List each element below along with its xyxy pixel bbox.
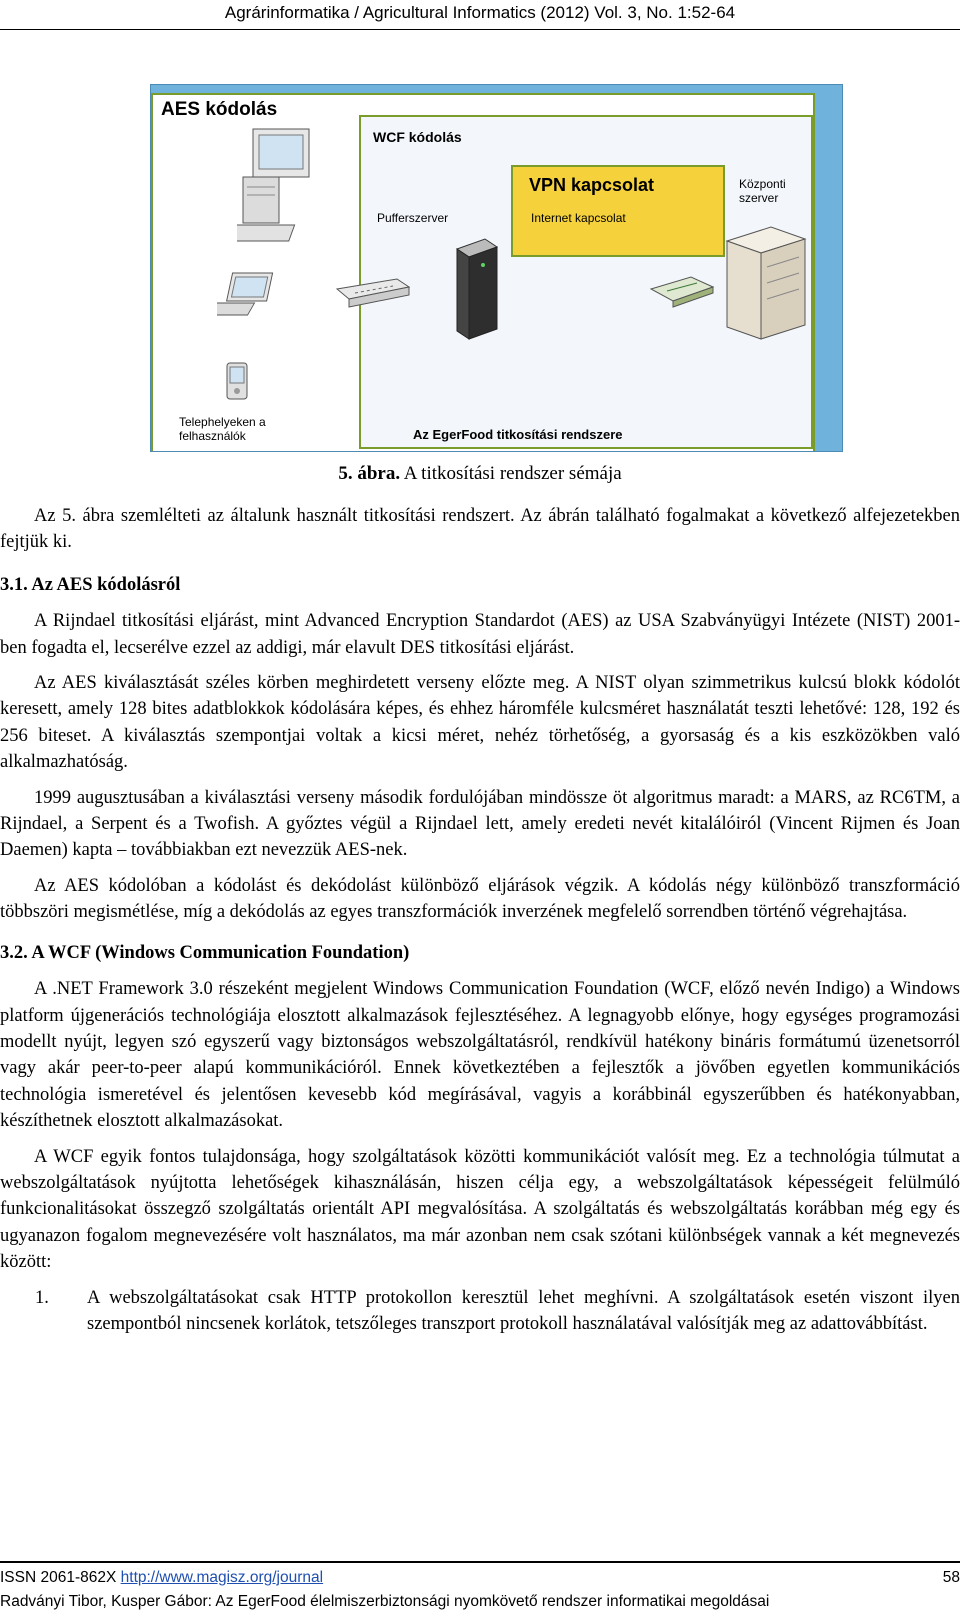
label-wcf: WCF kódolás: [373, 129, 462, 145]
pda-icon: [225, 361, 249, 401]
central-server-icon: [721, 223, 811, 343]
footer-rule: [0, 1561, 960, 1563]
list-item: [0, 1285, 960, 1338]
running-header: Agrárinformatika / Agricultural Informatics (2012) Vol. 3, No. 1:52-64: [224, 3, 736, 22]
intro-paragraph: Az 5. ábra szemlélteti az általunk használt titkosítási rendszert. Az ábrán található fogalmakat a következő alfejezetekben fejtjük ki.: [0, 506, 960, 553]
router-icon: [647, 271, 717, 311]
journal-link[interactable]: http://www.magisz.org/journal: [120, 1569, 324, 1586]
figure-caption: [0, 462, 960, 486]
figure-encryption-schema: [150, 84, 843, 452]
laptop-icon: [217, 271, 287, 321]
desktop-computer-icon: [237, 125, 333, 245]
article-body: [0, 503, 960, 1337]
buffer-server-icon: [451, 235, 501, 345]
caption-label: 5. ábra.: [338, 463, 401, 484]
list-number: 1.: [35, 1287, 49, 1308]
label-vpn: VPN kapcsolat: [529, 175, 655, 195]
network-switch-icon: [333, 275, 413, 315]
label-central: Központi szerver: [739, 177, 786, 205]
paragraph: Az AES kódolóban a kódolást és dekódolást különböző eljárások végzik. A kódolás négy különböző transzformáció többszöri megismétlése, míg a dekódolás az egyes transzformációk inverzének megfelelő sorrendben történő végrehajtása.: [0, 875, 960, 923]
label-aes: AES kódolás: [161, 99, 278, 120]
paragraph: 1999 augusztusában a kiválasztási verseny második fordulójában mindössze öt algoritmus maradt: a MARS, az RC6TM, a Rijndael, a Serpent és a Twofish. A győztes végül a Rijndael lett, amely eredeti nevét kitalálóiról (Vincent Rijmen és Joan Daemen) kapta – továbbiakban ezt nevezzük AES-nek.: [0, 787, 960, 861]
paragraph: Az AES kiválasztását széles körben meghirdetett verseny előzte meg. A NIST olyan szimmetrikus kulcsú blokk kódolót keresett, amely 128 bites adatblokkok kódolására képes, és ehhez háromféle kulcsméret használatát teszti lehetővé: 128, 192 és 256 biteset. A kiválasztás szempontjai voltak a kicsi méret, nehéz törhetőség, a gyorsaság és a kis eszközökben való alkalmazhatóság.: [0, 673, 960, 773]
label-buffer: Pufferszerver: [377, 211, 449, 225]
footer-citation: Radványi Tibor, Kusper Gábor: Az EgerFood élelmiszerbiztonsági nyomkövető rendszer informatikai megoldásai: [0, 1593, 770, 1610]
paragraph: A WCF egyik fontos tulajdonsága, hogy szolgáltatások közötti kommunikációt valósít meg. Ez a technológia túlmutat a webszolgáltatások nyújtotta lehetőségek kihasználásán, hiszen célja egy, a webszolgáltatások képességeit felülmúló funkcionalitásokat összegző szolgáltatás orientált API megvalósítása. A szolgáltatás és webszolgáltatás korábban még egy és ugyanazon fogalom megnevezésére volt használatos, ma már azonban nem csak szótani különbségek vannak a két megnevezés között:: [0, 1146, 960, 1273]
list-text: A webszolgáltatásokat csak HTTP protokollon keresztül lehet meghívni. A szolgáltatások esetén viszont ilyen szempontból nincsenek korlátok, tetszőleges transzport protokoll használatával valósítják meg az adattovábbítást.: [87, 1287, 960, 1334]
paragraph: A .NET Framework 3.0 részeként megjelent Windows Communication Foundation (WCF, előző nevén Indigo) a Windows platform újgenerációs technológiája elosztott alkalmazások fejlesztéséhez. A legnagyobb előnye, hogy egységes programozási modellt nyújt, legyen szó egyszerű vagy biztonságos webszolgáltatásról, rendkívül hatékony bináris formátumú üzenetsorról vagy akár peer-to-peer alapú kommunikációról. Ennek következtében a fejlesztők a jövőben egyetlen kommunikációs technológia ismeretével és jelentősen kevesebb kód megírásával, vagyis a korábbinál egyszerűbben és hatékonyabban, készíthetnek elosztott alkalmazásokat.: [0, 979, 960, 1132]
section-heading-aes: 3.1. Az AES kódolásról: [0, 574, 181, 595]
header-rule: [0, 29, 960, 30]
paragraph: A Rijndael titkosítási eljárást, mint Advanced Encryption Standardot (AES) az USA Szabványügyi Intézete (NIST) 2001-ben fogadta el, lecserélve ezzel az addigi, már elavult DES titkosítási eljárást.: [0, 611, 960, 658]
label-system: Az EgerFood titkosítási rendszere: [413, 427, 623, 442]
section-heading-wcf: 3.2. A WCF (Windows Communication Foundation): [0, 942, 410, 963]
label-internet: Internet kapcsolat: [531, 211, 626, 225]
footer-issn: ISSN 2061-862X: [0, 1569, 121, 1586]
caption-text: A titkosítási rendszer sémája: [400, 463, 622, 484]
page-number: 58: [942, 1569, 960, 1586]
footer-issn-line: [0, 1568, 960, 1588]
label-sites: Telephelyeken a felhasználók: [179, 415, 266, 443]
